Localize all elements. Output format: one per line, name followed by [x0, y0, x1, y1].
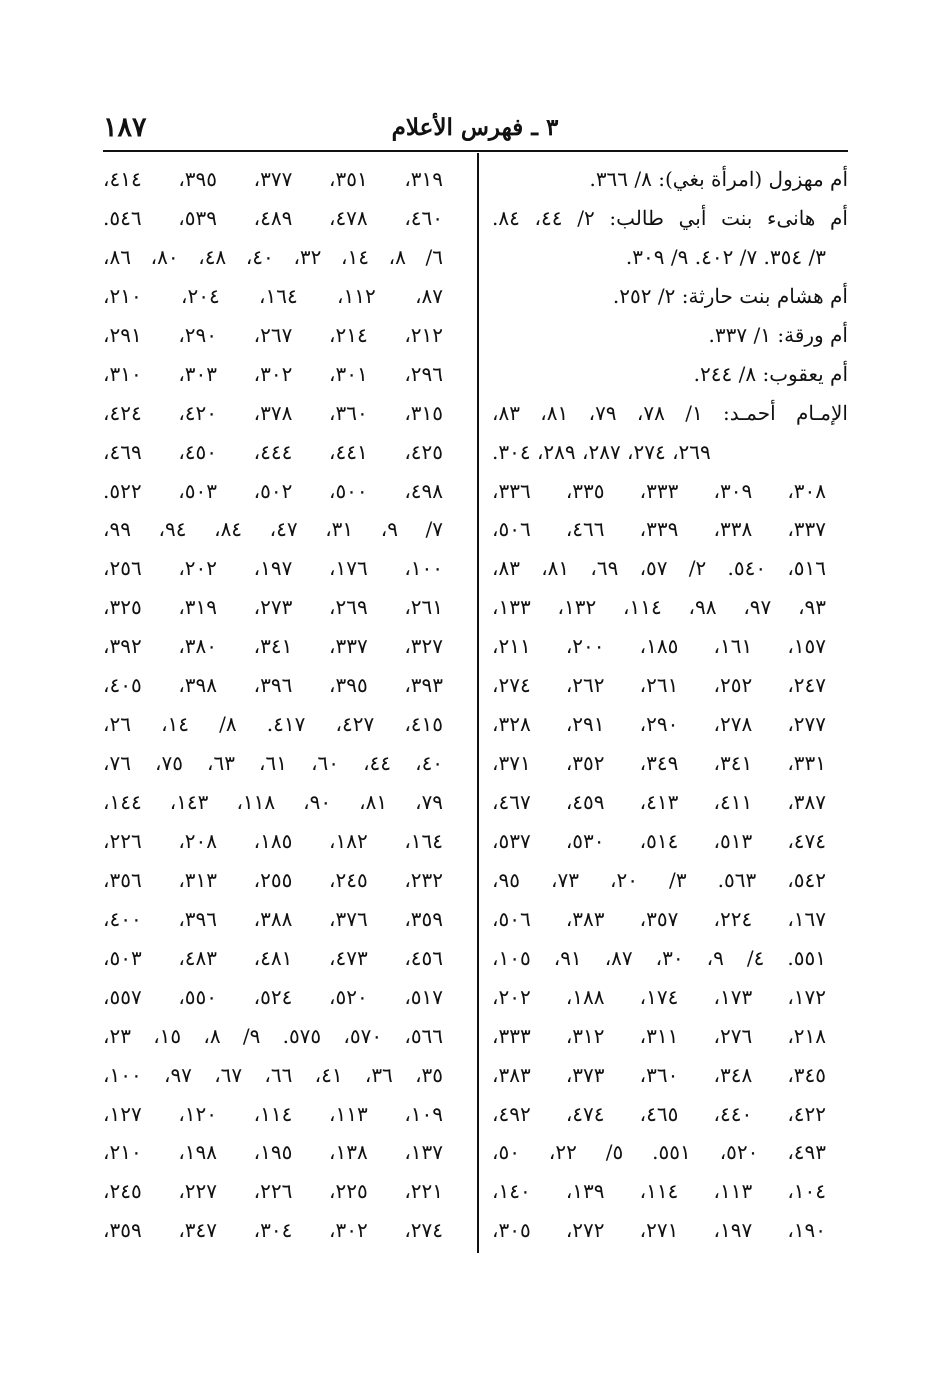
column-divider	[477, 153, 479, 1253]
index-entry-continuation: ٣٣٧، ٣٣٨، ٣٣٩، ٤٦٦، ٥٠٦،	[492, 517, 827, 542]
index-entry-continuation: ٣/ ٣٥٤. ٧/ ٤٠٢. ٩/ ٣٠٩.	[625, 244, 826, 269]
index-entry-continuation: ٥٦٦، ٥٧٠، ٥٧٥. ٩/ ٨، ١٥، ٢٣،	[103, 1023, 444, 1048]
index-entry-continuation: ٣٥، ٣٦، ٤١، ٦٦، ٦٧، ٩٧، ١٠٠،	[103, 1062, 444, 1087]
index-entry-continuation: ٣١٩، ٣٥١، ٣٧٧، ٣٩٥، ٤١٤،	[103, 167, 444, 191]
index-entry-continuation: ٣٣١، ٣٤١، ٣٤٩، ٣٥٢، ٣٧١،	[492, 751, 827, 776]
index-entry-continuation: ١٠٩، ١١٣، ١١٤، ١٢٠، ١٢٧،	[103, 1101, 444, 1126]
index-entry-continuation: ٣٥٩، ٣٧٦، ٣٨٨، ٣٩٦، ٤٠٠،	[103, 906, 444, 931]
index-entry-continuation: ٢٤٧، ٢٥٢، ٢٦١، ٢٦٢، ٢٧٤،	[492, 673, 827, 698]
index-entry-continuation: ١٩٠، ١٩٧، ٢٧١، ٢٧٢، ٣٠٥،	[492, 1218, 827, 1243]
index-entry-continuation: ٤٦٠، ٤٧٨، ٤٨٩، ٥٣٩، ٥٤٦.	[103, 205, 444, 230]
index-entry-continuation: ٣٠٨، ٣٠٩، ٣٣٣، ٣٣٥، ٣٣٦،	[492, 478, 827, 503]
index-entry-continuation: ٢٢١، ٢٢٥، ٢٢٦، ٢٢٧، ٢٤٥،	[103, 1179, 444, 1204]
index-entry-continuation: ٧/ ٩، ٣١، ٤٧، ٨٤، ٩٤، ٩٩،	[103, 517, 444, 542]
index-entry-continuation: ٢٩٦، ٣٠١، ٣٠٢، ٣٠٣، ٣١٠،	[103, 361, 444, 386]
index-entry-continuation: ٥١٦، ٥٤٠. ٢/ ٥٧، ٦٩، ٨١، ٨٣،	[492, 556, 827, 581]
index-entry: أم هشام بنت حارثة: ٢/ ٢٥٢.	[612, 283, 848, 308]
index-entry-continuation: ٤٧٤، ٥١٣، ٥١٤، ٥٣٠، ٥٣٧،	[492, 828, 827, 853]
index-entry-continuation: ٢٧٤، ٣٠٢، ٣٠٤، ٣٤٧، ٣٥٩،	[103, 1218, 444, 1243]
running-title: ٣ ـ فهرس الأعلام	[391, 114, 559, 141]
index-entry-continuation: ٩٣، ٩٧، ٩٨، ١١٤، ١٣٢، ١٣٣،	[492, 595, 827, 620]
index-entry-continuation: ٢١٢، ٢١٤، ٢٦٧، ٢٩٠، ٢٩١،	[103, 322, 444, 347]
index-entry-continuation: ٣٢٧، ٣٣٧، ٣٤١، ٣٨٠، ٣٩٢،	[103, 634, 444, 659]
index-entry-continuation: ١٦٤، ١٨٢، ١٨٥، ٢٠٨، ٢٢٦،	[103, 828, 444, 853]
index-entry-continuation: ٤٩٣، ٥٢٠، ٥٥١. ٥/ ٢٢، ٥٠،	[492, 1140, 827, 1165]
index-entry: أم ورقة: ١/ ٣٣٧.	[708, 322, 848, 347]
index-entry-continuation: ٤٢٢، ٤٤٠، ٤٦٥، ٤٧٤، ٤٩٢،	[492, 1101, 827, 1126]
index-entry-continuation: ٧٩، ٨١، ٩٠، ١١٨، ١٤٣، ١٤٤،	[103, 790, 444, 814]
index-entry-continuation: ٤٥٦، ٤٧٣، ٤٨١، ٤٨٣، ٥٠٣،	[103, 945, 444, 970]
index-entry-continuation: ١٣٧، ١٣٨، ١٩٥، ١٩٨، ٢١٠،	[103, 1140, 444, 1165]
index-entry: الإمـام أحمـد: ١/ ٧٨، ٧٩، ٨١، ٨٣،	[492, 400, 848, 425]
index-entry-continuation: ٢٦٩، ٢٧٤، ٢٨٧، ٢٨٩، ٣٠٤.	[492, 439, 711, 464]
index-entry-continuation: ٦/ ٨، ١٤، ٣٢، ٤٠، ٤٨، ٨٠، ٨٦،	[103, 244, 444, 269]
index-entry-continuation: ١٠٠، ١٧٦، ١٩٧، ٢٠٢، ٢٥٦،	[103, 556, 444, 581]
page-number: ١٨٧	[103, 112, 147, 143]
index-entry-continuation: ١٥٧، ١٦١، ١٨٥، ٢٠٠، ٢١١،	[492, 634, 827, 659]
index-entry-continuation: ١٧٢، ١٧٣، ١٧٤، ١٨٨، ٢٠٢،	[492, 984, 827, 1009]
index-entry-continuation: ١٦٧، ٢٢٤، ٣٥٧، ٣٨٣، ٥٠٦،	[492, 906, 827, 931]
index-column-right	[492, 160, 848, 1250]
index-entry: أم مهزول (امرأة بغي): ٨/ ٣٦٦.	[589, 167, 848, 191]
index-entry-continuation: ٤٢٥، ٤٤١، ٤٤٤، ٤٥٠، ٤٦٩،	[103, 439, 444, 464]
index-entry-continuation: ٥٤٢، ٥٦٣. ٣/ ٢٠، ٧٣، ٩٥،	[492, 867, 826, 892]
index-entry: أم يعقوب: ٨/ ٢٤٤.	[693, 361, 848, 386]
index-entry-continuation: ٢٦١، ٢٦٩، ٢٧٣، ٣١٩، ٣٢٥،	[103, 595, 444, 620]
index-entry-continuation: ٨٧، ١١٢، ١٦٤، ٢٠٤، ٢١٠،	[103, 283, 444, 308]
index-entry-continuation: ٤٠، ٤٤، ٦٠، ٦١، ٦٣، ٧٥، ٧٦،	[103, 751, 444, 776]
index-entry-continuation: ٥٥١. ٤/ ٩، ٣٠، ٨٧، ٩١، ١٠٥،	[492, 945, 826, 970]
index-entry-continuation: ٤١٥، ٤٢٧، ٤١٧. ٨/ ١٤، ٢٦،	[103, 712, 444, 737]
index-entry-continuation: ٣٨٧، ٤١١، ٤١٣، ٤٥٩، ٤٦٧،	[492, 790, 827, 814]
index-column-left	[103, 160, 443, 1250]
index-entry-continuation: ١٠٤، ١١٣، ١١٤، ١٣٩، ١٤٠،	[492, 1179, 827, 1204]
index-entry-continuation: ٢٣٢، ٢٤٥، ٢٥٥، ٣١٣، ٣٥٦،	[103, 867, 444, 892]
index-entry-continuation: ٥١٧، ٥٢٠، ٥٢٤، ٥٥٠، ٥٥٧،	[103, 984, 444, 1009]
index-entry-continuation: ٤٩٨، ٥٠٠، ٥٠٢، ٥٠٣، ٥٢٢.	[103, 478, 444, 503]
index-entry-continuation: ٢١٨، ٢٧٦، ٣١١، ٣١٢، ٣٣٣،	[492, 1023, 827, 1048]
index-entry-continuation: ٢٧٧، ٢٧٨، ٢٩٠، ٢٩١، ٣٢٨،	[492, 712, 827, 737]
index-entry-continuation: ٣٤٥، ٣٤٨، ٣٦٠، ٣٧٣، ٣٨٣،	[492, 1062, 827, 1087]
index-entry: أم هانىء بنت أبي طالب: ٢/ ٤٤، ٨٤.	[492, 205, 848, 230]
header-rule	[103, 150, 848, 152]
index-entry-continuation: ٣١٥، ٣٦٠، ٣٧٨، ٤٢٠، ٤٢٤،	[103, 400, 444, 425]
index-entry-continuation: ٣٩٣، ٣٩٥، ٣٩٦، ٣٩٨، ٤٠٥،	[103, 673, 444, 698]
